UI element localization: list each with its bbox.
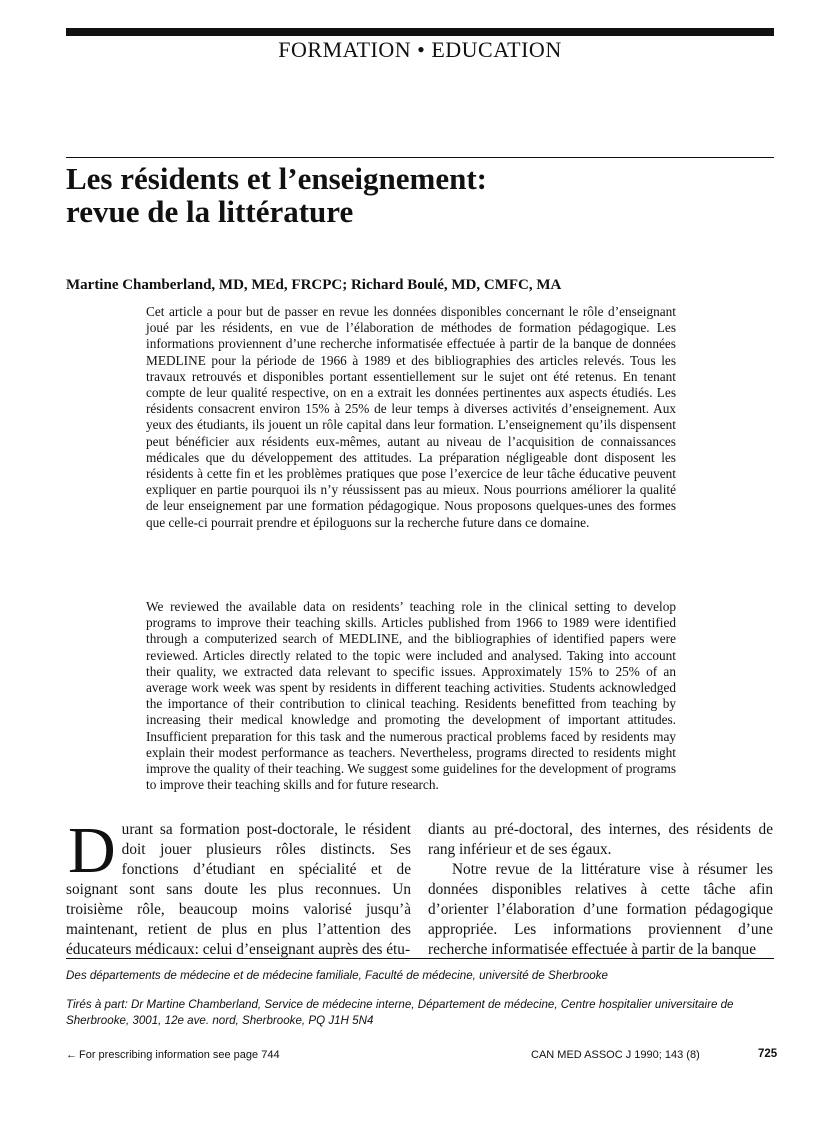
title-line-2: revue de la littérature [66,194,354,229]
body-column-right [428,820,773,960]
reprints-note: Tirés à part: Dr Martine Chamberland, Service de médecine interne, Département de médecine, Centre hospitalier universitaire de Sherbrooke, 3001, 12e ave. nord, Sherbrooke, PQ J1H 5N4 [66,998,734,1027]
prescribing-note [66,1049,280,1061]
article-title [66,162,774,228]
journal-reference: CAN MED ASSOC J 1990; 143 (8) [531,1049,700,1061]
drop-cap: D [68,814,116,887]
footnote-rule [66,958,774,959]
page-number: 725 [758,1048,778,1060]
body-left-text: urant sa formation post-doctorale, le résident doit jouer plusieurs rôles distincts. Ses fonctions d’étudiant en spécialité et de soignant sont sans doute les plus reconnues. Un troisième rôle, beaucoup moins valorisé jusqu’à maintenant, retient de plus en plus l’attention des éducateurs médicaux: celui d’enseignant auprès des étu- [66,821,411,958]
affiliation-note: Des départements de médecine et de médecine familiale, Faculté de médecine, université de Sherbrooke [66,969,608,982]
body-column-left [66,814,411,960]
prescribing-note-text: For prescribing information see page 744 [79,1049,280,1061]
abstract-english: We reviewed the available data on residents’ teaching role in the clinical setting to develop programs to improve their teaching skills. Articles published from 1966 to 1989 were identified through a computerized search of MEDLINE, and the bibliographies of identified papers were reviewed. Articles directly related to the topic were included and analysed. Taking into account their quality, we extracted data relevant to specific issues. Approximately 15% to 25% of an average work week was spent by residents in different teaching activities. Students acknowledged the importance of their contribution to clinical teaching. Residents benefitted from teaching by increasing their medical knowledge and promoting the development of important attitudes. Insufficient preparation for this task and the numerous practical problems faced by residents may explain their modest performance as teachers. Nevertheless, programs directed to residents might improve the quality of their teaching. We suggest some guidelines for the development of programs to improve their teaching skills and for future research. [146,599,676,793]
section-header: FORMATION • EDUCATION [278,37,562,62]
body-right-paragraph-1: diants au pré-doctoral, des internes, des résidents de rang inférieur et de ses égaux. [428,821,773,858]
title-rule [66,157,774,158]
body-right-paragraph-2: Notre revue de la littérature vise à résumer les données disponibles relatives à cette tâche afin d’orienter l’élaboration d’une formation pédagogique appropriée. Les informations proviennent d’une recherche informatisée effectuée à partir de la banque [428,861,773,958]
author-list: Martine Chamberland, MD, MEd, FRCPC; Richard Boulé, MD, CMFC, MA [66,277,562,293]
title-line-1: Les résidents et l’enseignement: [66,161,487,196]
arrow-left-icon: ← [66,1049,77,1061]
abstract-french: Cet article a pour but de passer en revue les données disponibles concernant le rôle d’enseignant joué par les résidents, en vue de l’élaboration de méthodes de formation pédagogique. Les informations proviennent d’une recherche informatisée effectuée à partir de la banque de données MEDLINE pour la période de 1966 à 1989 et des bibliographies des articles relevés. Tous les travaux retrouvés et disponibles portant essentiellement sur le sujet ont été retenus. En tenant compte de leur qualité respective, on en a extrait les données pertinentes aux aspects étudiés. Les résidents consacrent environ 15% à 25% de leur temps à diverses activités d’enseignement. Aux yeux des étudiants, ils jouent un rôle capital dans leur formation. L’enseignement qu’ils dispensent peut bénéficier aux résidents eux-mêmes, autant au niveau de l’acquisition de connaissances médicales que du développement des attitudes. La préparation négligeable dont disposent les résidents à cette fin et les problèmes pratiques que pose l’exercice de leur tâche éducative peuvent expliquer en partie pourquoi ils n’y réussissent pas au mieux. Nous pourrions améliorer la qualité de leur enseignement par une formation pédagogique. Nous proposons quelques-unes des formes que celle-ci pourrait prendre et épiloguons sur la recherche future dans ce domaine. [146,304,676,530]
header-rule-bar [66,28,774,36]
